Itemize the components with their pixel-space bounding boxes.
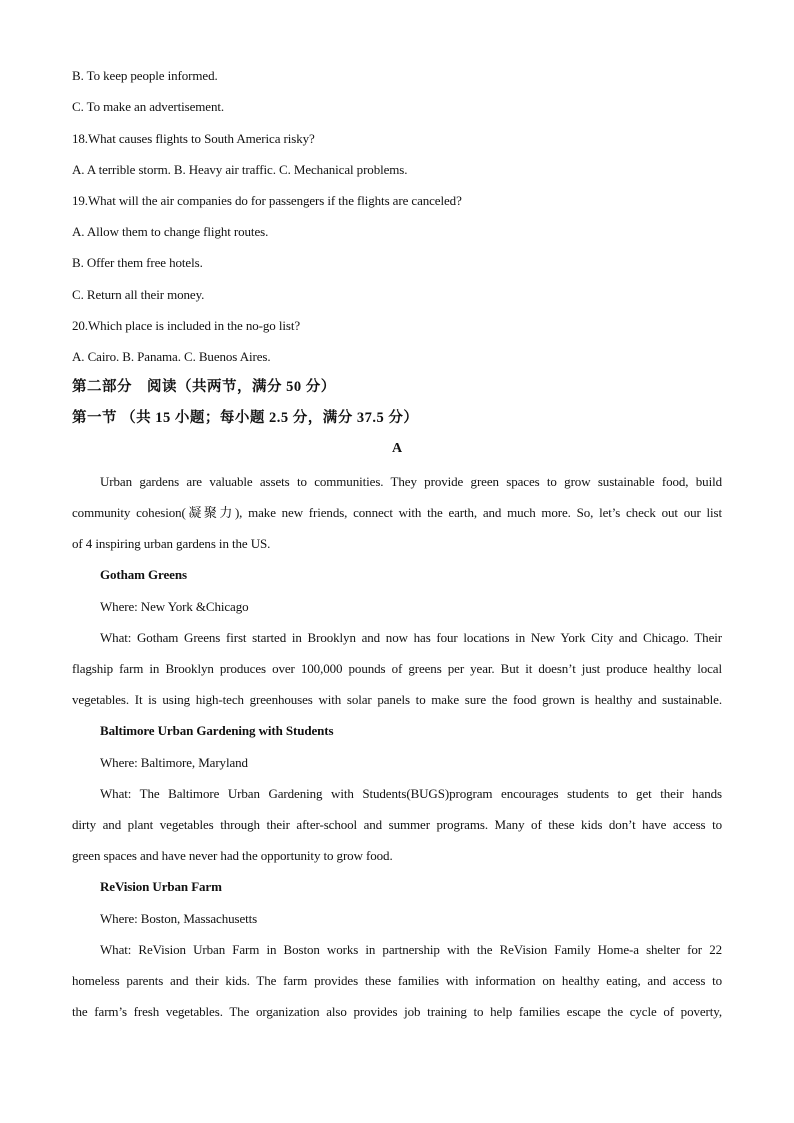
revision-where: Where: Boston, Massachusetts — [100, 911, 258, 926]
q17-option-c: C. To make an advertisement. — [72, 99, 225, 114]
revision-title: ReVision Urban Farm — [100, 879, 222, 894]
q19-option-b: B. Offer them free hotels. — [72, 255, 203, 270]
gotham-what-line-1: What: Gotham Greens first started in Brooklyn and now has four locations in New York City and Chicago. Their — [100, 630, 722, 645]
q19-question: 19.What will the air companies do for passengers if the flights are canceled? — [72, 193, 462, 208]
q20-options: A. Cairo. B. Panama. C. Buenos Aires. — [72, 349, 271, 364]
gotham-what-line-2: flagship farm in Brooklyn produces over 100,000 pounds of greens per year. But it doesn’t just produce healthy local — [72, 661, 722, 676]
q17-option-b: B. To keep people informed. — [72, 68, 218, 83]
gotham-where: Where: New York &Chicago — [100, 599, 249, 614]
q19-option-c: C. Return all their money. — [72, 287, 205, 302]
section-one-heading: 第一节 （共 15 小题；每小题 2.5 分，满分 37.5 分） — [72, 410, 419, 426]
revision-what-line-2: homeless parents and their kids. The farm provides these families with information on healthy eating, and access to — [72, 973, 722, 988]
part-two-heading: 第二部分 阅读（共两节，满分 50 分） — [72, 379, 336, 395]
revision-what-line-3: the farm’s fresh vegetables. The organization also provides job training to help families escape the cycle of poverty, — [72, 1004, 722, 1019]
intro-line-3: of 4 inspiring urban gardens in the US. — [72, 536, 271, 551]
q20-question: 20.Which place is included in the no-go list? — [72, 318, 300, 333]
baltimore-what-line-3: green spaces and have never had the opportunity to grow food. — [72, 848, 393, 863]
baltimore-what-line-2: dirty and plant vegetables through their after-school and summer programs. Many of these kids don’t have access to — [72, 817, 722, 832]
revision-what-line-1: What: ReVision Urban Farm in Boston works in partnership with the ReVision Family Home-a shelter for 22 — [100, 942, 722, 957]
passage-label: A — [391, 441, 403, 456]
intro-line-2: community cohesion(凝聚力), make new friends, connect with the earth, and much more. So, let’s check out our list — [72, 505, 722, 520]
q18-question: 18.What causes flights to South America risky? — [72, 131, 315, 146]
q19-option-a: A. Allow them to change flight routes. — [72, 224, 269, 239]
q18-options: A. A terrible storm. B. Heavy air traffic. C. Mechanical problems. — [72, 162, 408, 177]
baltimore-where: Where: Baltimore, Maryland — [100, 755, 248, 770]
gotham-title: Gotham Greens — [100, 567, 187, 582]
baltimore-title: Baltimore Urban Gardening with Students — [100, 723, 334, 738]
gotham-what-line-3: vegetables. It is using high-tech greenhouses with solar panels to make sure the food grown is healthy and sustainable. — [72, 692, 722, 707]
baltimore-what-line-1: What: The Baltimore Urban Gardening with Students(BUGS)program encourages students to get their hands — [100, 786, 722, 801]
intro-line-1: Urban gardens are valuable assets to communities. They provide green spaces to grow sustainable food, build — [100, 474, 722, 489]
